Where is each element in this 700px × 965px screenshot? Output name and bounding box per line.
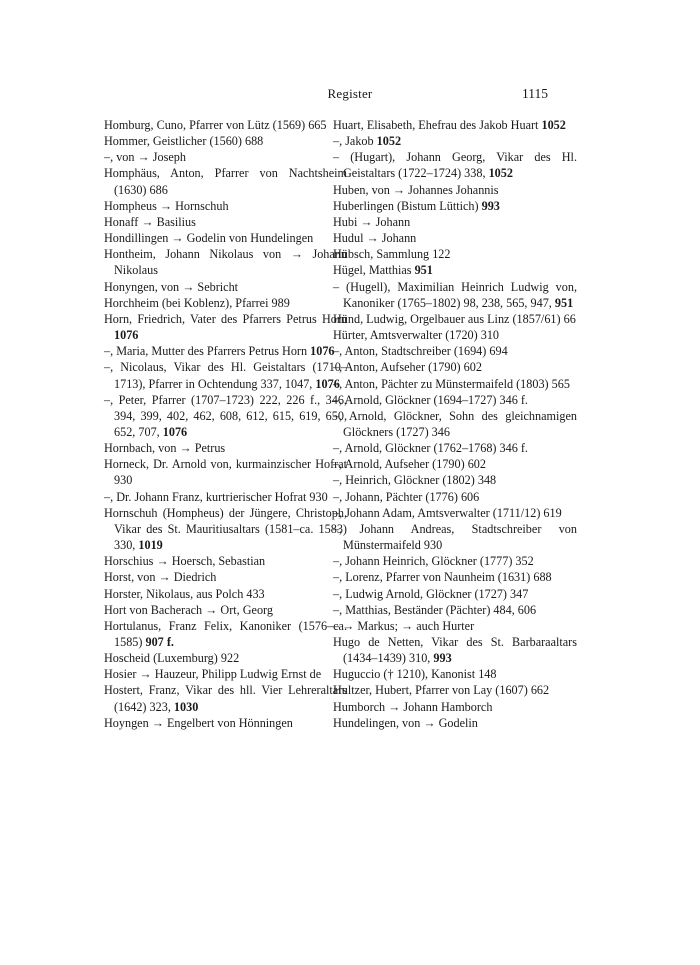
index-entry: Hommer, Geistlicher (1560) 688 xyxy=(104,134,264,149)
bold-page-ref: 951 xyxy=(554,295,574,310)
index-entry: Hoyngen → Engelbert von Hönningen xyxy=(104,715,293,730)
index-entry: –, Matthias, Beständer (Pächter) 484, 606 xyxy=(333,602,537,617)
index-entry: Hübsch, Sammlung 122 xyxy=(333,247,451,262)
index-entry: –, Johann Heinrich, Glöckner (1777) 352 xyxy=(333,554,534,569)
index-entry: Homburg, Cuno, Pfarrer von Lütz (1569) 665 xyxy=(104,118,327,132)
index-entry: –, Nicolaus, Vikar des Hl. Geistaltars (1710–1713), Pfarrer in Ochtendung 337, 1047, 1076 xyxy=(104,360,347,391)
index-column-left xyxy=(104,117,347,731)
bold-page-ref: 1052 xyxy=(376,134,402,149)
index-entry: Horn, Friedrich, Vater des Pfarrers Petrus Horn 1076 xyxy=(104,311,347,343)
index-entry: Hort von Bacherach → Ort, Georg xyxy=(104,602,273,617)
index-entry: Hornbach, von → Petrus xyxy=(104,441,226,456)
index-entry: Huben, von → Johannes Johannis xyxy=(333,182,499,197)
bold-page-ref: 993 xyxy=(481,198,500,213)
index-entry: Hürter, Amtsverwalter (1720) 310 xyxy=(333,328,500,343)
index-entry: – (Hugell), Maximilian Heinrich Ludwig von, Kanoniker (1765–1802) 98, 238, 565, 947, 951 xyxy=(333,279,577,310)
index-entry: –, Jakob 1052 xyxy=(333,134,402,149)
index-entry: –, Arnold, Glöckner (1694–1727) 346 f. xyxy=(333,392,528,407)
index-entry: Hompheus → Hornschuh xyxy=(104,198,229,213)
index-entry: –, Lorenz, Pfarrer von Naunheim (1631) 688 xyxy=(333,570,552,585)
index-entry: Hostert, Franz, Vikar des hll. Vier Lehreraltars (1642) 323, 1030 xyxy=(104,683,347,714)
bold-page-ref: 1019 xyxy=(138,538,163,553)
index-entry: Hontheim, Johann Nikolaus von → Johann Nikolaus xyxy=(104,247,347,278)
index-entry: –, Maria, Mutter des Pfarrers Petrus Horn 1076 xyxy=(104,344,335,359)
index-entry: Honaff → Basilius xyxy=(104,214,196,229)
index-entry: –, Arnold, Aufseher (1790) 602 xyxy=(333,457,486,472)
index-entry: Homphäus, Anton, Pfarrer von Nachtsheim (1630) 686 xyxy=(104,166,347,197)
bold-page-ref: 1076 xyxy=(315,376,340,391)
index-entry: Horst, von → Diedrich xyxy=(104,570,217,585)
index-entry: Hubi → Johann xyxy=(333,214,411,229)
index-entry: –, Anton, Pächter zu Münstermaifeld (1803) 565 xyxy=(333,376,570,391)
index-entry: –, Johann Andreas, Stadtschreiber von Münstermaifeld 930 xyxy=(333,521,577,553)
index-entry: Hoscheid (Luxemburg) 922 xyxy=(104,651,240,666)
bold-page-ref: 1076 xyxy=(114,328,139,343)
bold-page-ref: 1076 xyxy=(310,344,335,359)
index-entry: Huguccio († 1210), Kanonist 148 xyxy=(333,667,497,682)
index-entry: Horneck, Dr. Arnold von, kurmainzischer Hofrat 930 xyxy=(104,457,347,488)
bold-page-ref: 1052 xyxy=(488,166,513,181)
index-entry: Horchheim (bei Koblenz), Pfarrei 989 xyxy=(104,295,290,310)
index-entry: –, Johann, Pächter (1776) 606 xyxy=(333,489,480,504)
bold-page-ref: 993 xyxy=(433,651,452,666)
index-entry: – → Markus; → auch Hurter xyxy=(333,618,475,633)
index-entry: Humborch → Johann Hamborch xyxy=(333,699,493,714)
bold-page-ref: 907 f. xyxy=(145,635,174,649)
index-entry: –, Dr. Johann Franz, kurtrierischer Hofrat 930 xyxy=(104,489,328,504)
index-entry: Huberlingen (Bistum Lüttich) 993 xyxy=(333,198,500,213)
index-entry: –, Ludwig Arnold, Glöckner (1727) 347 xyxy=(333,586,529,601)
bold-page-ref: 951 xyxy=(414,263,433,278)
index-entry: Hortulanus, Franz Felix, Kanoniker (1576–ca. 1585) 907 f. xyxy=(104,618,347,649)
index-entry: –, von → Joseph xyxy=(104,150,186,165)
index-entry: –, Arnold, Glöckner (1762–1768) 346 f. xyxy=(333,441,528,456)
index-entry: Hudul → Johann xyxy=(333,231,417,246)
index-entry: –, Arnold, Glöckner, Sohn des gleichnamigen Glöckners (1727) 346 xyxy=(333,408,577,439)
index-entry: Hondillingen → Godelin von Hundelingen xyxy=(104,231,314,246)
index-entry: –, Johann Adam, Amtsverwalter (1711/12) 619 xyxy=(333,505,562,520)
index-entry: Horster, Nikolaus, aus Polch 433 xyxy=(104,586,265,601)
index-entry: Hosier → Hauzeur, Philipp Ludwig Ernst de xyxy=(104,667,322,682)
index-entry: Hünd, Ludwig, Orgelbauer aus Linz (1857/61) 66 xyxy=(333,311,576,326)
bold-page-ref: 1030 xyxy=(173,699,199,714)
index-entry: –, Anton, Stadtschreiber (1694) 694 xyxy=(333,344,508,359)
index-entry: – (Hugart), Johann Georg, Vikar des Hl. Geistaltars (1722–1724) 338, 1052 xyxy=(333,150,577,181)
index-column-right xyxy=(333,117,577,731)
bold-page-ref: 1052 xyxy=(541,118,566,132)
index-entry: Honyngen, von → Sebricht xyxy=(104,279,239,294)
index-entry: Hügel, Matthias 951 xyxy=(333,263,433,278)
bold-page-ref: 1076 xyxy=(162,424,188,439)
index-entry: Hornschuh (Hompheus) der Jüngere, Christoph, Vikar des St. Mauritiusaltars (1581–ca. 1583) 330, 1019 xyxy=(104,505,347,553)
page-number: 1115 xyxy=(522,86,548,101)
index-entry: Hugo de Netten, Vikar des St. Barbaraaltars (1434–1439) 310, 993 xyxy=(333,635,577,666)
index-entry: –, Heinrich, Glöckner (1802) 348 xyxy=(333,473,497,488)
index-entry: –, Anton, Aufseher (1790) 602 xyxy=(333,360,482,375)
running-head: Register xyxy=(327,86,373,101)
index-entry: Hundelingen, von → Godelin xyxy=(333,715,478,730)
index-entry: Hultzer, Hubert, Pfarrer von Lay (1607) 662 xyxy=(333,683,550,698)
index-entry: –, Peter, Pfarrer (1707–1723) 222, 226 f., 346, 394, 399, 402, 462, 608, 612, 615, 619, 650, 652, 707, 1076 xyxy=(104,392,347,439)
page-header xyxy=(0,80,700,104)
index-entry: Huart, Elisabeth, Ehefrau des Jakob Huart 1052 xyxy=(333,118,566,132)
index-entry: Horschius → Hoersch, Sebastian xyxy=(104,554,266,569)
